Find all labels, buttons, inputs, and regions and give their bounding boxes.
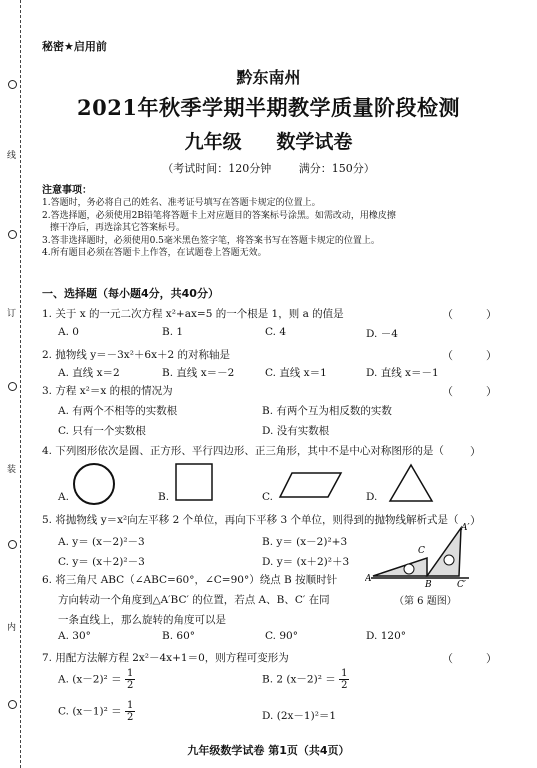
exam-title: 2021年秋季学期半期教学质量阶段检测 [77,95,460,120]
q7-option-c-text: C. (x－1)² ＝ [58,705,122,718]
question-6-line2: 方向转动一个角度到△A′BC′ 的位置，若点 A、B、C′ 在同 [58,594,330,606]
binding-hole [8,540,17,549]
binding-mark: 订 [7,309,17,319]
answer-paren-close: ） [470,445,481,458]
q1-option-a: A. 0 [58,326,79,338]
q1-option-b: B. 1 [162,326,184,338]
q3-option-b: B. 有两个互为相反数的实数 [262,405,392,417]
exam-time: （考试时间：120分钟 [162,162,272,175]
q5-option-b: B. y＝ (x－2)²+3 [262,536,348,548]
q2-option-c: C. 直线 x＝1 [265,367,327,379]
q6-option-d: D. 120° [366,630,407,642]
q2-option-b: B. 直线 x＝－2 [162,367,235,379]
q7-option-b [262,668,349,691]
triangle-figure [388,463,434,503]
q3-option-c: C. 只有一个实数根 [58,425,146,437]
page-footer: 九年级数学试卷 第1页（共4页） [187,744,350,757]
q2-option-a: A. 直线 x＝2 [58,367,120,379]
circle-figure [72,462,116,506]
section-heading: 一、选择题（每小题4分，共40分） [42,287,219,300]
question-3-stem: 3. 方程 x²＝x 的根的情况为 [42,385,173,397]
q1-option-c: C. 4 [265,326,287,338]
exam-info [0,160,537,176]
label-c-prime: C′ [457,580,466,588]
question-6-line1: 6. 将三角尺 ABC（∠ABC=60°，∠C=90°）绕点 B 按顺时针 [42,574,338,586]
q2-option-d: D. 直线 x＝－1 [366,367,439,379]
square-figure [174,462,214,502]
fraction-numerator: 1 [127,700,134,711]
q5-option-a: A. y＝ (x－2)²－3 [58,536,145,548]
answer-paren: （ ） [442,385,497,398]
note-item: 擦干净后，再选涂其它答案标号。 [50,223,186,234]
question-5-stem: 5. 将抛物线 y＝x²向左平移 2 个单位，再向下平移 3 个单位，则得到的抛物线解析式是（ [42,514,459,526]
fraction-denominator: 2 [126,680,134,691]
subject-label: 数学试卷 [276,131,353,153]
q5-option-c: C. y＝ (x＋2)²－3 [58,556,145,568]
q4-option-a: A. [58,491,69,503]
question-2-stem: 2. 抛物线 y＝－3x²＋6x＋2 的对称轴是 [42,349,231,361]
binding-hole [8,230,17,239]
fraction-denominator: 2 [127,712,134,723]
exam-score: 满分：150分） [298,162,375,175]
notes-block [42,185,482,259]
answer-paren: （ ） [442,349,497,362]
region-title: 黔东南州 [236,68,301,87]
q7-option-b-text: B. 2 (x－2)² ＝ [262,673,336,686]
binding-hole [8,700,17,709]
q1-option-d: D. －4 [366,328,398,340]
answer-paren: （ ） [442,308,497,321]
grade-label: 九年级 [184,131,242,153]
binding-mark: 线 [7,151,17,161]
label-c: C [418,546,425,556]
q6-option-b: B. 60° [162,630,196,642]
question-6-line3: 一条直线上，那么旋转的角度可以是 [58,614,226,626]
q4-option-c: C. [262,491,273,503]
q7-option-a [58,668,135,691]
q4-option-b: B. [158,491,170,503]
q6-option-a: A. 30° [58,630,91,642]
rotation-figure [365,520,477,588]
label-a: A [365,574,372,584]
answer-paren-close: ） [470,514,481,527]
question-7-stem: 7. 用配方法解方程 2x²－4x+1＝0，则方程可变形为 [42,652,289,664]
secret-label: 秘密★启用前 [42,40,107,53]
parallelogram-figure [278,470,344,500]
q3-option-d: D. 没有实数根 [262,425,330,437]
q7-option-d: D. (2x－1)²＝1 [262,710,337,722]
figure-6-caption: （第 6 题图） [394,596,457,607]
label-b: B [425,580,432,588]
binding-hole [8,382,17,391]
exam-subtitle [0,127,537,154]
q6-option-c: C. 90° [265,630,298,642]
q5-option-d: D. y＝ (x＋2)²＋3 [262,556,350,568]
fraction [125,668,135,691]
q7-option-c [58,700,135,723]
binding-mark: 内 [7,623,17,633]
notes-title: 注意事项： [42,185,92,196]
binding-mark: 装 [7,465,17,475]
answer-paren: （ ） [442,652,497,665]
note-item: 1.答题时，务必将自己的姓名、准考证号填写在答题卡规定的位置上。 [42,198,321,209]
fraction-numerator: 1 [126,668,134,679]
fraction [125,700,135,723]
note-item: 2.答选择题，必须使用2B铅笔将答题卡上对应题目的答案标号涂黑。如需改动，用橡皮擦 [42,210,396,221]
q3-option-a: A. 有两个不相等的实数根 [58,405,178,417]
note-item: 4.所有题目必须在答题卡上作答，在试题卷上答题无效。 [42,248,267,259]
question-1-stem: 1. 关于 x 的一元二次方程 x²+ax=5 的一个根是 1，则 a 的值是 [42,308,344,320]
label-a-prime: A′ [461,523,470,533]
q7-option-a-text: A. (x－2)² ＝ [58,673,122,686]
fraction [339,668,349,691]
note-item: 3.答非选择题时，必须使用0.5毫米黑色签字笔，将答案书写在答题卡规定的位置上。 [42,235,380,246]
q4-option-d: D. [366,491,378,503]
question-4-stem: 4. 下列图形依次是圆、正方形、平行四边形、正三角形，其中不是中心对称图形的是（ [42,445,444,457]
fraction-denominator: 2 [341,680,348,691]
fraction-numerator: 1 [341,668,348,679]
